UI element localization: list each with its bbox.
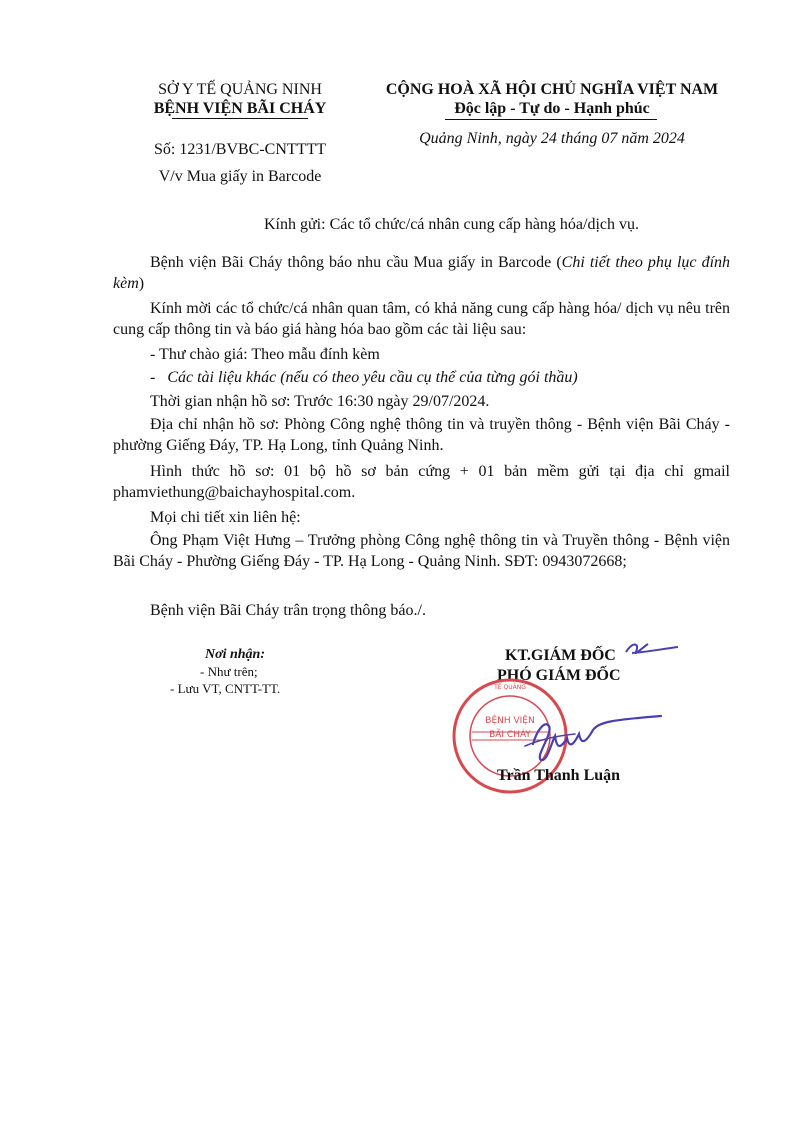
authority-name: SỞ Y TẾ QUẢNG NINH [158, 81, 322, 98]
intro-end: ) [138, 275, 145, 292]
intro-text: Bệnh viện Bãi Cháy thông báo nhu cầu Mua giấy in Barcode ( [150, 254, 562, 271]
stamp-text-2: BÃI CHÁY [489, 730, 531, 740]
header-left [110, 80, 370, 118]
recipient-line: Kính gửi: Các tổ chức/cá nhân cung cấp hàng hóa/dịch vụ. [264, 216, 640, 233]
doc-subject: V/v Mua giấy in Barcode [158, 168, 322, 185]
recipients-line-2: - Lưu VT, CNTT-TT. [170, 681, 281, 696]
intro-italic: Chi tiết theo phụ lục đính kèm [113, 254, 731, 292]
contact-intro: Mọi chi tiết xin liên hệ: [150, 509, 301, 526]
country-title: CỘNG HOÀ XÃ HỘI CHỦ NGHĨA VIỆT NAM [385, 81, 719, 98]
initial-mark-icon [622, 640, 682, 660]
bullet-dash: - [150, 369, 156, 386]
paragraph-address: Địa chỉ nhận hồ sơ: Phòng Công nghệ thông tin và truyền thông - Bệnh viện Bãi Cháy - phường Giếng Đáy, TP. Hạ Long, tỉnh Quảng Ninh. [113, 416, 730, 454]
bullet-other-text: Các tài liệu khác (nếu có theo yêu cầu cụ thể của từng gói thầu) [167, 369, 578, 386]
deadline-line: Thời gian nhận hồ sơ: Trước 16:30 ngày 29/07/2024. [150, 393, 490, 410]
organization-name: BỆNH VIỆN BÃI CHÁY [153, 100, 327, 117]
place-date: Quảng Ninh, ngày 24 tháng 07 năm 2024 [419, 130, 685, 147]
signature-title-1: KT.GIÁM ĐỐC [505, 647, 616, 664]
signature-title-2: PHÓ GIÁM ĐỐC [497, 667, 621, 684]
stamp-text-1: BỆNH VIỆN [485, 716, 535, 726]
org-underline [172, 118, 308, 119]
paragraph-contact: Ông Phạm Việt Hưng – Trưởng phòng Công nghệ thông tin và Truyền thông - Bệnh viện Bãi Cháy - Phường Giếng Đáy - TP. Hạ Long - Quảng Ninh. SĐT: 0943072668; [113, 532, 730, 570]
signature-icon [515, 700, 665, 770]
stamp-ring-text: TẾ QUẢNG [494, 684, 526, 691]
bullet-quotation: - Thư chào giá: Theo mẫu đính kèm [150, 346, 380, 363]
doc-number: Số: 1231/BVBC-CNTTTT [153, 141, 326, 158]
recipients-title: Nơi nhận: [204, 647, 266, 662]
closing-line: Bệnh viện Bãi Cháy trân trọng thông báo./. [150, 602, 426, 619]
motto-underline [445, 119, 657, 120]
recipients-line-1: - Như trên; [200, 664, 258, 679]
paragraph-format: Hình thức hồ sơ: 01 bộ hồ sơ bản cứng + 01 bản mềm gửi tại địa chỉ gmail phamviethung@baichayhospital.com. [113, 463, 730, 501]
paragraph-intro [113, 252, 730, 294]
bullet-other-docs [150, 367, 578, 388]
motto: Độc lập - Tự do - Hạnh phúc [454, 100, 650, 117]
signer-name: Trần Thanh Luận [497, 767, 621, 784]
paragraph-invitation: Kính mời các tổ chức/cá nhân quan tâm, có khả năng cung cấp hàng hóa/ dịch vụ nêu trên cung cấp thông tin và báo giá hàng hóa bao gồm các tài liệu sau: [113, 300, 730, 338]
